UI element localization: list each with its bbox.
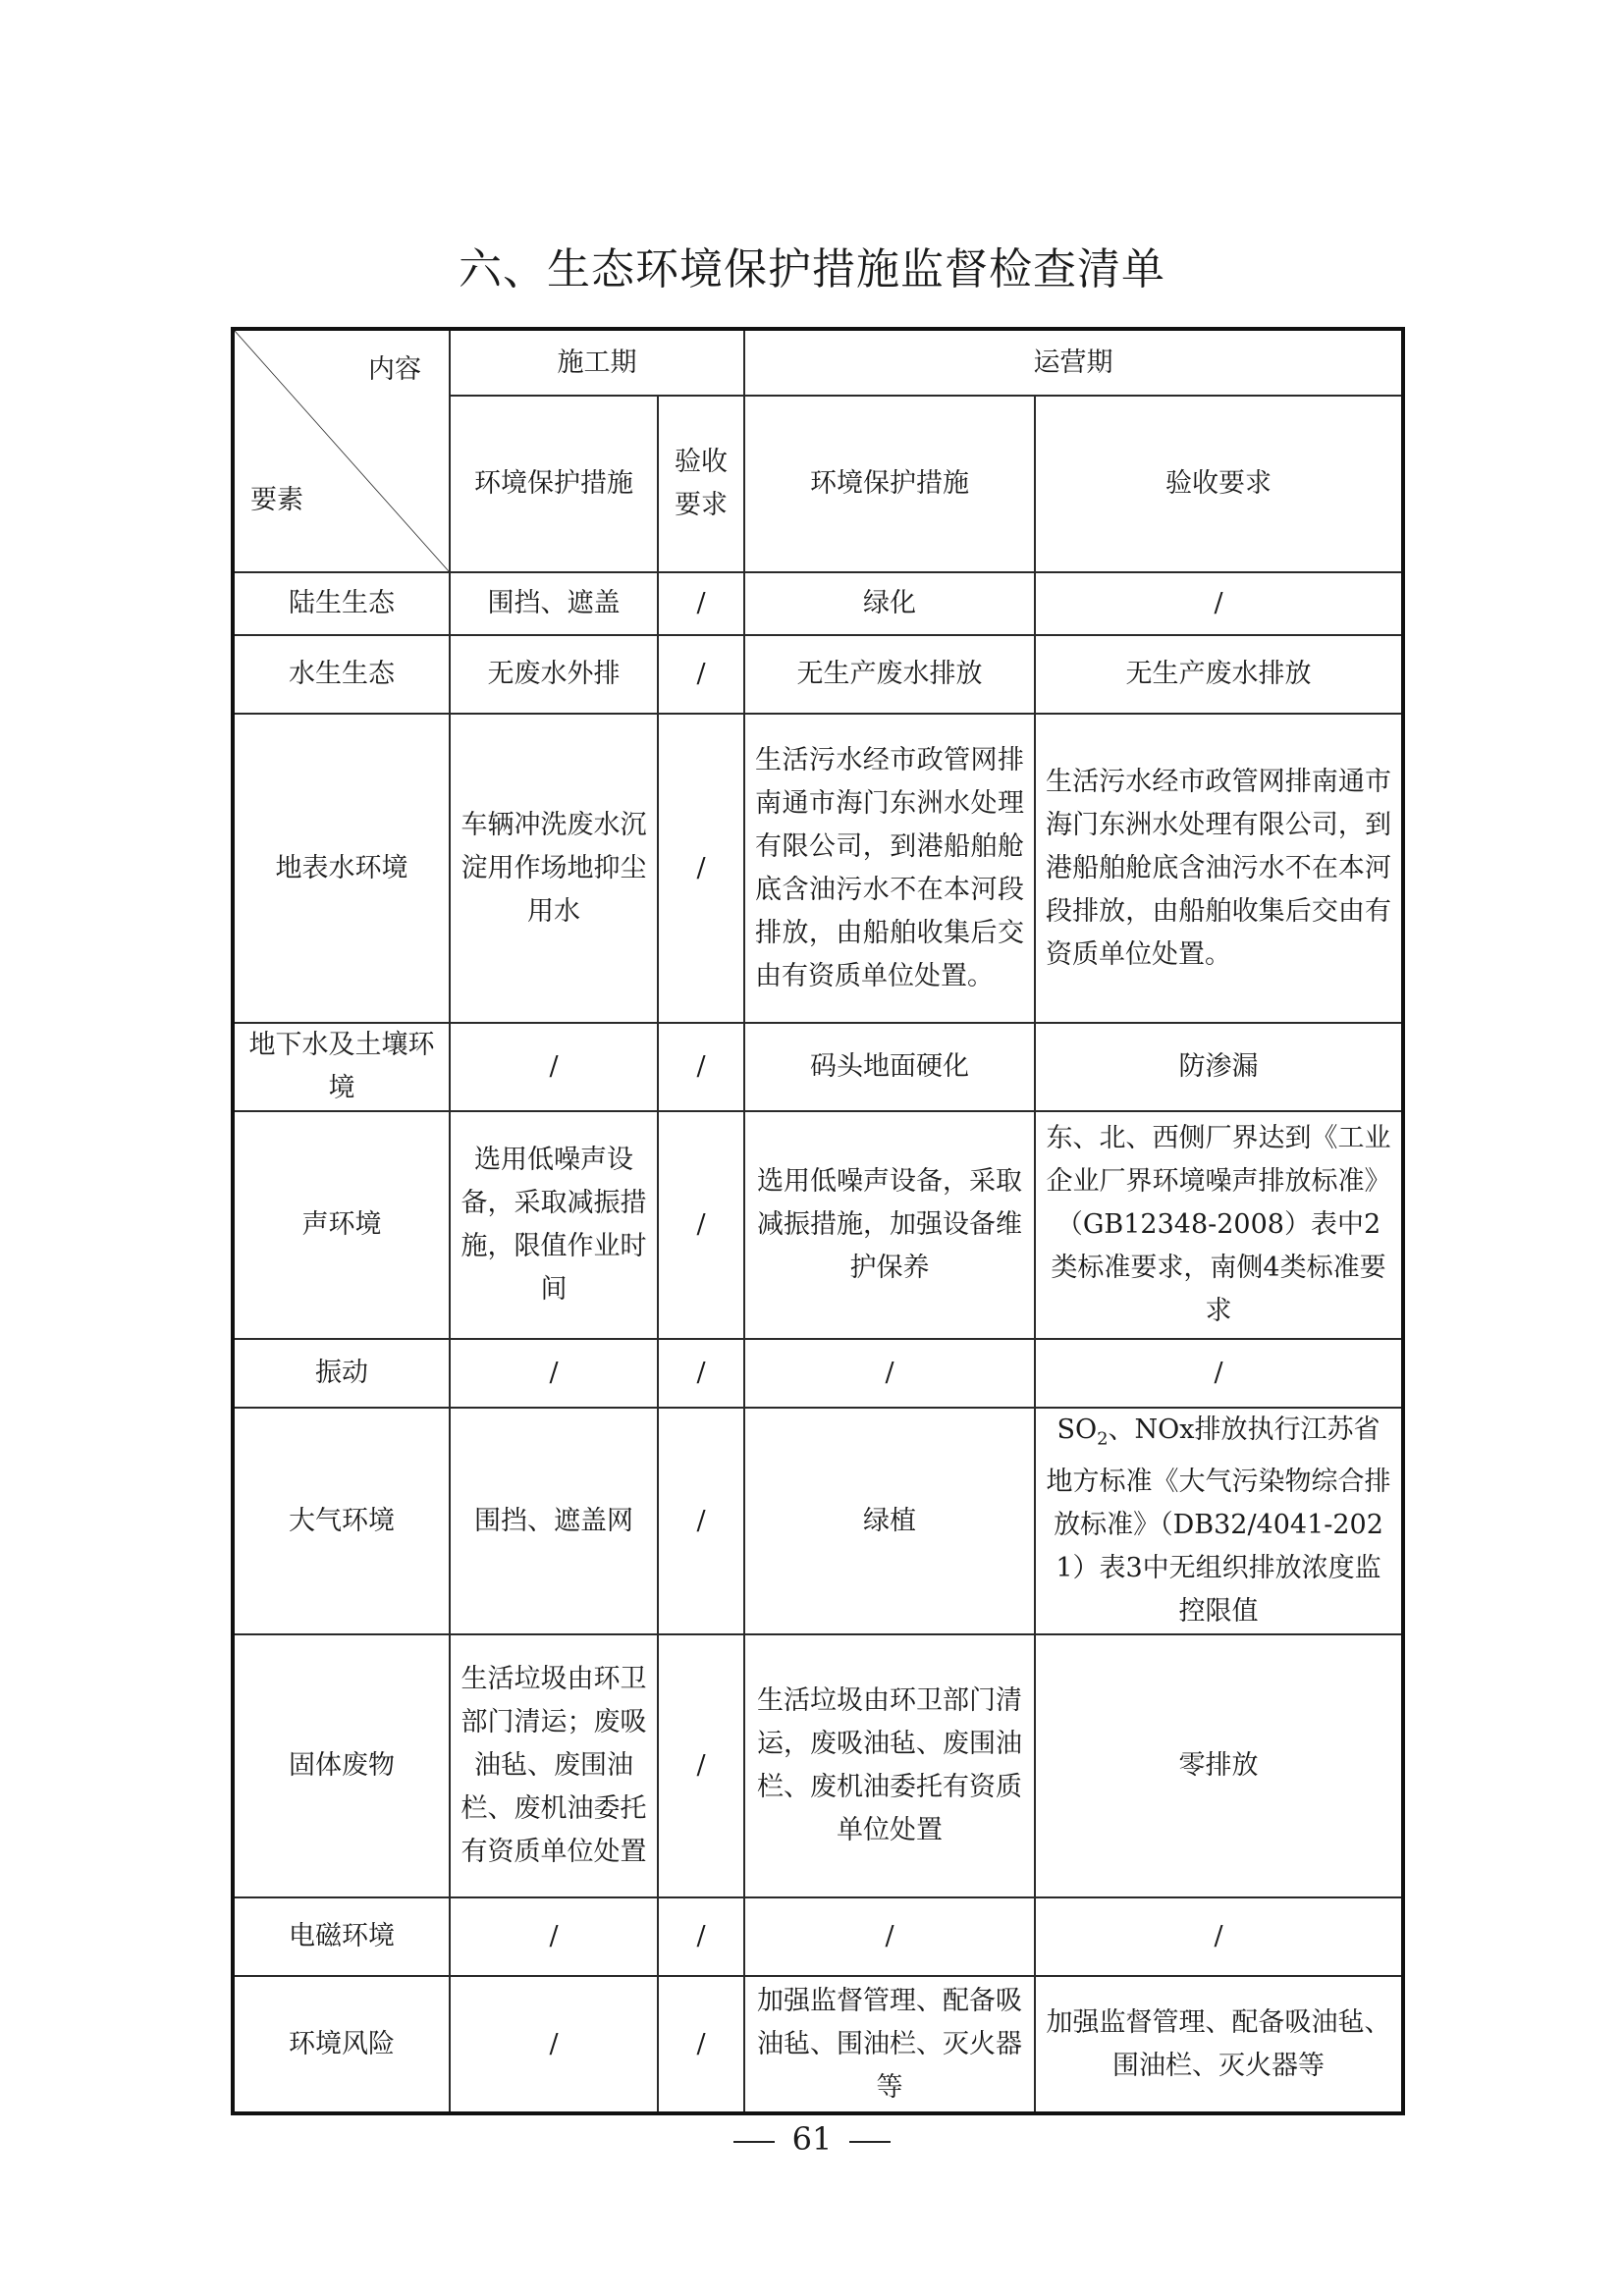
construction-measures-header: 环境保护措施 xyxy=(450,396,658,572)
table-row xyxy=(233,1897,1403,1976)
factor-cell: 地下水及土壤环境 xyxy=(233,1023,450,1111)
footer-dash-right xyxy=(849,2141,891,2143)
operation-period-header: 运营期 xyxy=(744,329,1403,396)
construction-measure-cell: 生活垃圾由环卫部门清运；废吸油毡、废围油栏、废机油委托有资质单位处置 xyxy=(450,1634,658,1897)
operation-measure-cell: 绿化 xyxy=(744,572,1035,635)
operation-accept-cell: 防渗漏 xyxy=(1035,1023,1403,1111)
operation-accept-cell xyxy=(1035,1408,1403,1634)
operation-measures-header: 环境保护措施 xyxy=(744,396,1035,572)
factor-cell: 大气环境 xyxy=(233,1408,450,1634)
table-row xyxy=(233,1976,1403,2113)
factor-cell: 地表水环境 xyxy=(233,714,450,1023)
page-number: 61 xyxy=(791,2120,833,2158)
supervision-checklist-table xyxy=(231,327,1405,2115)
operation-accept-cell: 生活污水经市政管网排南通市海门东洲水处理有限公司，到港船舶舱底含油污水不在本河段排放，由船舶收集后交由有资质单位处置。 xyxy=(1035,714,1403,1023)
operation-measure-cell: 选用低噪声设备，采取减振措施，加强设备维护保养 xyxy=(744,1111,1035,1339)
table-row xyxy=(233,1634,1403,1897)
construction-accept-cell: / xyxy=(658,714,744,1023)
construction-measure-cell: / xyxy=(450,1897,658,1976)
table-row xyxy=(233,635,1403,714)
table-row xyxy=(233,572,1403,635)
construction-accept-cell: / xyxy=(658,1408,744,1634)
operation-measure-cell: 加强监督管理、配备吸油毡、围油栏、灭火器等 xyxy=(744,1976,1035,2113)
operation-accept-cell: / xyxy=(1035,1897,1403,1976)
construction-accept-cell: / xyxy=(658,1023,744,1111)
operation-accept-cell: / xyxy=(1035,1339,1403,1408)
page-footer xyxy=(0,2120,1624,2158)
operation-accept-cell: 加强监督管理、配备吸油毡、围油栏、灭火器等 xyxy=(1035,1976,1403,2113)
operation-measure-cell: / xyxy=(744,1897,1035,1976)
so2-subscript: 2 xyxy=(1097,1428,1109,1450)
operation-measure-cell: 生活垃圾由环卫部门清运，废吸油毡、废围油栏、废机油委托有资质单位处置 xyxy=(744,1634,1035,1897)
table-row xyxy=(233,1408,1403,1634)
footer-dash-left xyxy=(733,2141,775,2143)
table-row xyxy=(233,1339,1403,1408)
construction-measure-cell: / xyxy=(450,1339,658,1408)
operation-accept-cell: 零排放 xyxy=(1035,1634,1403,1897)
construction-measure-cell: / xyxy=(450,1023,658,1111)
construction-measure-cell: 围挡、遮盖网 xyxy=(450,1408,658,1634)
construction-accept-cell: / xyxy=(658,572,744,635)
table-row xyxy=(233,1111,1403,1339)
operation-measure-cell: 绿植 xyxy=(744,1408,1035,1634)
factor-cell: 环境风险 xyxy=(233,1976,450,2113)
table-row xyxy=(233,1023,1403,1111)
factor-cell: 电磁环境 xyxy=(233,1897,450,1976)
operation-accept-cell: 东、北、西侧厂界达到《工业企业厂界环境噪声排放标准》（GB12348-2008）表中2类标准要求，南侧4类标准要求 xyxy=(1035,1111,1403,1339)
table-row xyxy=(233,714,1403,1023)
page-title: 六、生态环境保护措施监督检查清单 xyxy=(459,244,1165,294)
diagonal-header-cell xyxy=(233,329,450,572)
construction-accept-cell: / xyxy=(658,635,744,714)
construction-accept-cell: / xyxy=(658,1634,744,1897)
construction-measure-cell: / xyxy=(450,1976,658,2113)
factor-cell: 振动 xyxy=(233,1339,450,1408)
construction-accept-cell: / xyxy=(658,1897,744,1976)
construction-accept-cell: / xyxy=(658,1339,744,1408)
diagonal-top-label: 内容 xyxy=(368,354,421,385)
operation-accept-cell: / xyxy=(1035,572,1403,635)
factor-cell: 水生生态 xyxy=(233,635,450,714)
factor-cell: 声环境 xyxy=(233,1111,450,1339)
emission-standard-text: 、NOx排放执行江苏省地方标准《大气污染物综合排放标准》（DB32/4041-2021）表3中无组织排放浓度监控限值 xyxy=(1046,1415,1391,1628)
construction-measure-cell: 围挡、遮盖 xyxy=(450,572,658,635)
operation-measure-cell: 码头地面硬化 xyxy=(744,1023,1035,1111)
so2-text: SO xyxy=(1056,1415,1098,1445)
construction-measure-cell: 无废水外排 xyxy=(450,635,658,714)
operation-measure-cell: 生活污水经市政管网排南通市海门东洲水处理有限公司，到港船舶舱底含油污水不在本河段排放，由船舶收集后交由有资质单位处置。 xyxy=(744,714,1035,1023)
operation-accept-cell: 无生产废水排放 xyxy=(1035,635,1403,714)
construction-period-header: 施工期 xyxy=(450,329,744,396)
construction-measure-cell: 车辆冲洗废水沉淀用作场地抑尘用水 xyxy=(450,714,658,1023)
operation-acceptance-header: 验收要求 xyxy=(1035,396,1403,572)
construction-accept-cell: / xyxy=(658,1111,744,1339)
factor-cell: 陆生生态 xyxy=(233,572,450,635)
construction-measure-cell: 选用低噪声设备，采取减振措施，限值作业时间 xyxy=(450,1111,658,1339)
operation-measure-cell: 无生产废水排放 xyxy=(744,635,1035,714)
construction-accept-cell: / xyxy=(658,1976,744,2113)
operation-measure-cell: / xyxy=(744,1339,1035,1408)
factor-cell: 固体废物 xyxy=(233,1634,450,1897)
construction-acceptance-header: 验收要求 xyxy=(658,396,744,572)
diagonal-bottom-label: 要素 xyxy=(250,485,303,515)
